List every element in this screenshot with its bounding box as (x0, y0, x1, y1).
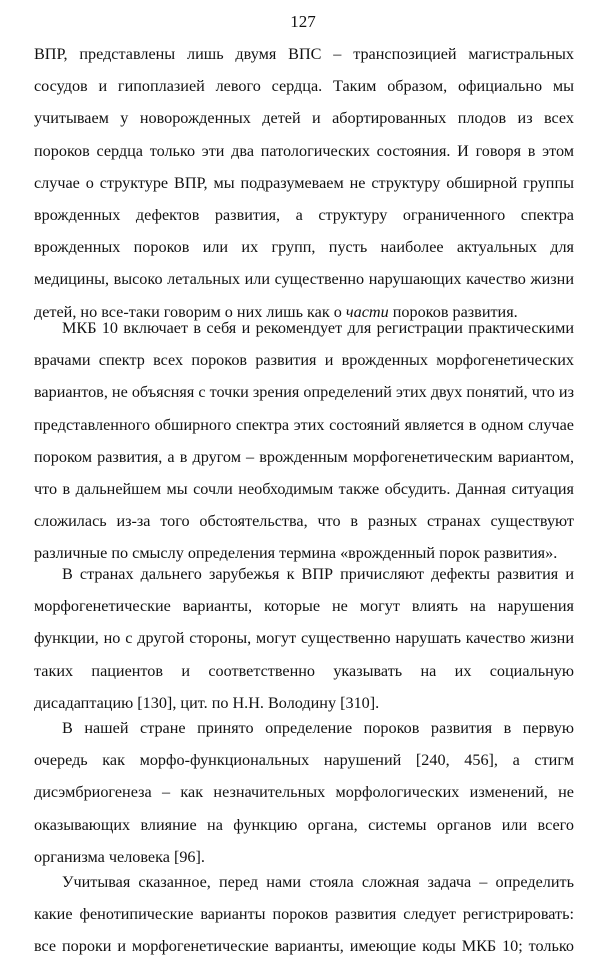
text-line: все пороки и морфогенетические варианты, имеющие коды МКБ 10; только (34, 937, 574, 956)
text-line: медицины, высоко летальных или существенно нарушающих качество жизни (34, 270, 574, 289)
text-line: МКБ 10 включает в себя и рекомендует для регистрации практическими (62, 319, 574, 337)
text-line: ВПР, представлены лишь двумя ВПС – транспозицией магистральных (34, 45, 574, 63)
text-run: пороков развития. (388, 302, 518, 321)
text-line: дисадаптацию [130], цит. по Н.Н. Володину [310]. (34, 693, 380, 712)
text-line: сосудов и гипоплазией левого сердца. Таким образом, официально мы (34, 77, 574, 96)
text-line: организма человека [96]. (34, 847, 205, 866)
text-line: что в дальнейшем мы сочли необходимым также обсудить. Данная ситуация (34, 479, 574, 498)
text-line: морфогенетические варианты, которые не могут влиять на нарушения (34, 597, 574, 616)
page-number: 127 (290, 12, 316, 31)
text-line: пороков сердца только эти два патологических состояния. И говоря в этом (34, 141, 574, 160)
text-line: различные по смыслу определения термина «врожденный порок развития». (34, 544, 558, 563)
text-line: Учитывая сказанное, перед нами стояла сложная задача – определить (62, 873, 574, 891)
text-line: какие фенотипические варианты пороков развития следует регистрировать: (34, 905, 574, 924)
text-line: случае о структуре ВПР, мы подразумеваем не структуру обширной группы (34, 173, 574, 192)
text-line: врожденных пороков или их групп, пусть наиболее актуальных для (34, 238, 574, 257)
text-line: сложилась из-за того обстоятельства, что в разных странах существуют (34, 512, 574, 531)
paragraph-1 (34, 38, 574, 328)
text-line: очередь как морфо-функциональных нарушений [240, 456], а стигм (34, 751, 574, 770)
text-line: В странах дальнего зарубежья к ВПР причисляют дефекты развития и (62, 565, 574, 583)
text-line: функции, но с другой стороны, могут существенно нарушать качество жизни (34, 629, 574, 648)
text-line: дисэмбриогенеза – как незначительных морфологических изменений, не (34, 783, 574, 802)
italic-emphasis: части (345, 302, 389, 321)
text-line: таких пациентов и соответственно указывать на их социальную (34, 661, 574, 680)
text-line: оказывающих влияние на функцию органа, системы органов или всего (34, 815, 574, 834)
paragraph-5 (34, 866, 574, 963)
text-run: детей, но все-таки говорим о них лишь как о (34, 302, 346, 321)
paragraph-4 (34, 712, 574, 873)
text-line: врожденных дефектов развития, а структуру ограниченного спектра (34, 205, 574, 224)
paragraph-3 (34, 558, 574, 719)
paragraph-2 (34, 312, 574, 570)
text-line: пороком развития, а в другом – врожденным морфогенетическим вариантом, (34, 447, 574, 466)
text-line: врачами спектр всех пороков развития и врожденных морфогенетических (34, 351, 574, 370)
text-line: В нашей стране принято определение пороков развития в первую (62, 719, 574, 737)
text-line: вариантов, не объясняя с точки зрения определений этих двух понятий, что из (34, 383, 574, 402)
text-line: представленного обширного спектра этих состояний является в одном случае (34, 415, 574, 434)
text-line: учитываем у новорожденных детей и абортированных плодов из всех (34, 109, 574, 128)
